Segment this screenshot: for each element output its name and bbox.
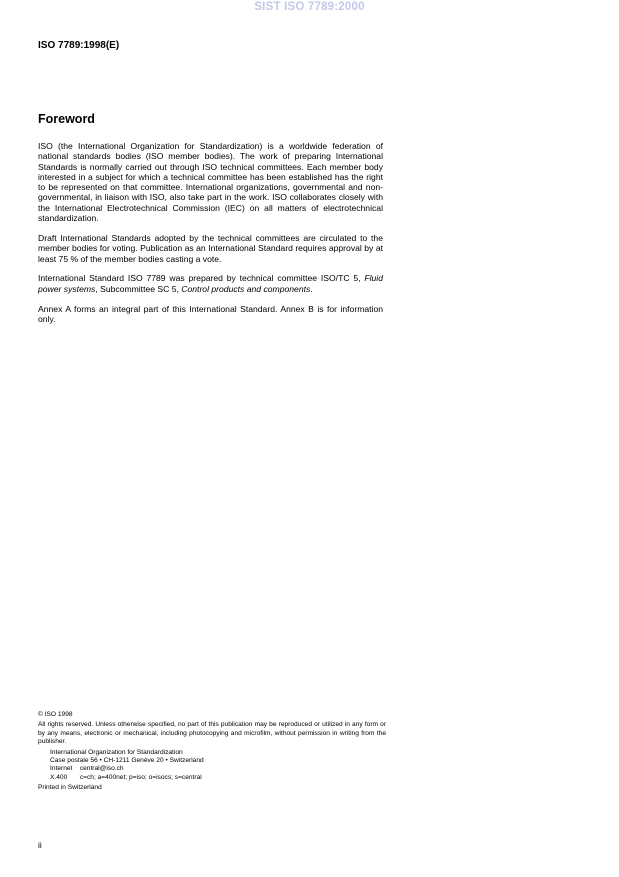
prepared-by-text-1: International Standard ISO 7789 was prepared by technical committee ISO/TC 5, xyxy=(38,273,365,284)
publisher-address xyxy=(50,749,386,783)
internet-line xyxy=(50,765,386,773)
document-id: ISO 7789:1998(E) xyxy=(38,40,120,51)
x400-line xyxy=(50,774,386,782)
subcommittee-title: Control products and components xyxy=(181,283,311,294)
paragraph-iso-intro: ISO (the International Organization for Standardization) is a worldwide federation of national standards bodies (ISO member bodies). The work of preparing International Standards is normally carried out through ISO technical committees. Each member body interested in a subject for which a technical committee has been established has the right to be represented on that committee. International organizations, governmental and non-governmental, in liaison with ISO, also take part in the work. ISO collaborates closely with the International Electrotechnical Commission (IEC) on all matters of electrotechnical standardization. xyxy=(38,141,383,224)
internet-label: Internet xyxy=(50,765,73,773)
x400-label: X.400 xyxy=(50,773,68,781)
copyright-footer xyxy=(38,711,386,793)
foreword-heading: Foreword xyxy=(38,112,95,126)
printed-in: Printed in Switzerland xyxy=(38,784,102,792)
watermark: SIST ISO 7789:2000 xyxy=(254,1,365,13)
internet-email: central@iso.ch xyxy=(79,765,124,773)
foreword-body xyxy=(38,141,383,334)
page-number: ii xyxy=(38,840,42,850)
paragraph-draft-standards: Draft International Standards adopted by the technical committees are circulated to the member bodies for voting. Publication as an International Standard requires approval by at least 75 % of the member bodies casting a vote. xyxy=(38,232,383,264)
prepared-by-text-2: , Subcommittee SC 5, xyxy=(95,283,182,294)
postal-address: Case postale 56 • CH-1211 Genève 20 • Switzerland xyxy=(50,757,204,765)
copyright-notice: © ISO 1998 xyxy=(38,711,73,718)
rights-notice: All rights reserved. Unless otherwise specified, no part of this publication may be reproduced or utilized in any form or by any means, electronic or mechanical, including photocopying and microfilm, without permission in writing from the publisher. xyxy=(38,721,386,746)
paragraph-prepared-by xyxy=(38,273,383,294)
x400-address: c=ch; a=400net; p=iso; o=isocs; s=central xyxy=(79,773,202,781)
committee-title: Fluid power systems xyxy=(38,273,383,294)
prepared-by-text-3: . xyxy=(310,283,313,294)
paragraph-annexes: Annex A forms an integral part of this International Standard. Annex B is for information only. xyxy=(38,303,383,324)
organization-name: International Organization for Standardization xyxy=(50,748,183,756)
